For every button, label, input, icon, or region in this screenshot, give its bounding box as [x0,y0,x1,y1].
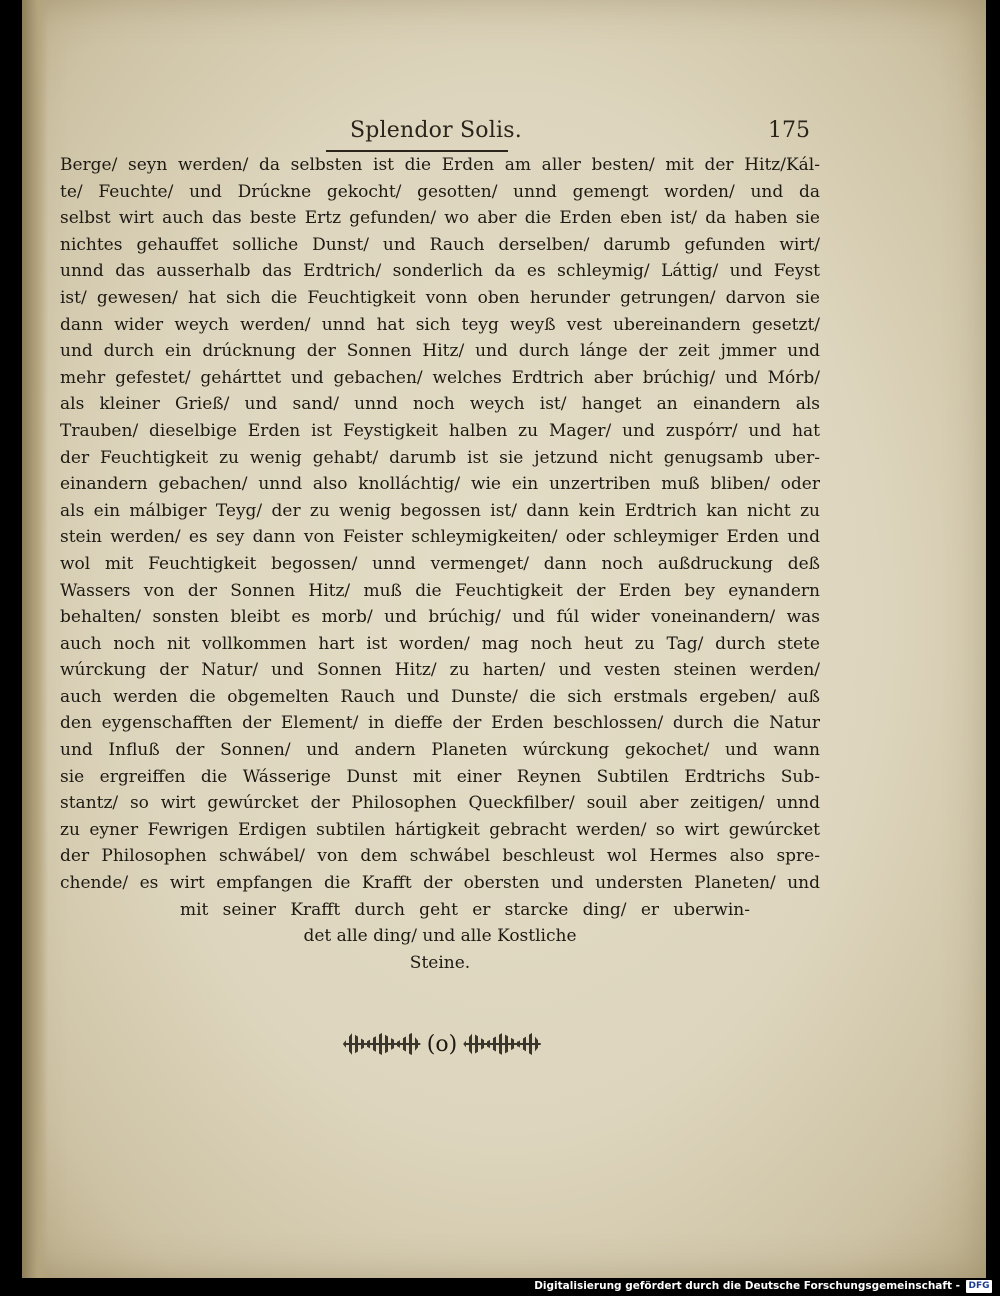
text-line: den eygenschafften der Element/ in dieffe der Erden beschlossen/ durch die Natur [60,713,820,734]
page-binding-edge [22,0,48,1278]
text-line: zu eyner Fewrigen Erdigen subtilen hártigkeit gebracht werden/ so wirt gewúrcket [60,819,820,840]
text-line: stein werden/ es sey dann von Feister schleymigkeiten/ oder schleymiger Erden und [60,527,820,548]
text-line: mit seiner Krafft durch geht er starcke ding/ er uberwin- [180,899,750,920]
text-line: als ein málbiger Teyg/ der zu wenig begossen ist/ dann kein Erdtrich kan nicht zu [60,500,820,521]
page-header [22,112,986,152]
text-line: Steine. [409,952,471,973]
fleuron-right-icon [463,1033,541,1055]
text-line: stantz/ so wirt gewúrcket der Philosophen Queckfilber/ souil aber zeitigen/ unnd [60,793,820,814]
running-head: Splendor Solis. [350,118,522,143]
text-line: sie ergreiffen die Wásserige Dunst mit einer Reynen Subtilen Erdtrichs Sub- [60,766,820,787]
text-line: einandern gebachen/ unnd also knolláchtig/ wie ein unzertriben muß bliben/ oder [60,474,820,495]
fleuron-left-icon [343,1033,421,1055]
scanned-page [22,0,986,1278]
text-line: det alle ding/ und alle Kostliche [303,926,577,947]
dfg-logo: DFG [966,1280,992,1293]
text-line: auch noch nit vollkommen hart ist worden/ mag noch heut zu Tag/ durch stete [60,633,820,654]
text-line: wol mit Feuchtigkeit begossen/ unnd vermenget/ dann noch außdruckung deß [60,553,820,574]
text-line: Berge/ seyn werden/ da selbsten ist die Erden am aller besten/ mit der Hitz/Kál- [60,155,820,175]
text-line: Wassers von der Sonnen Hitz/ muß die Feuchtigkeit der Erden bey eynandern [60,580,820,601]
text-line: mehr gefestet/ gehárttet und gebachen/ welches Erdtrich aber brúchig/ und Mórb/ [60,367,820,388]
text-line: unnd das ausserhalb das Erdtrich/ sonderlich da es schleymig/ Láttig/ und Feyst [60,261,820,282]
text-line: te/ Feuchte/ und Drúckne gekocht/ gesotten/ unnd gemengt worden/ und da [60,181,820,202]
page-number: 175 [768,118,810,143]
text-line: auch werden die obgemelten Rauch und Dunste/ die sich erstmals ergeben/ auß [60,686,820,707]
text-line: selbst wirt auch das beste Ertz gefunden/ wo aber die Erden eben ist/ da haben sie [60,208,820,229]
tailpiece-ornament [322,1026,562,1062]
ornament-center: (o) [426,1031,458,1057]
text-line: und durch ein drúcknung der Sonnen Hitz/ und durch lánge der zeit jmmer und [60,341,820,362]
text-line: ist/ gewesen/ hat sich die Feuchtigkeit vonn oben herunder getrungen/ darvon sie [60,287,820,308]
text-line: der Philosophen schwábel/ von dem schwábel beschleust wol Hermes also spre- [60,846,820,867]
text-line: der Feuchtigkeit zu wenig gehabt/ darumb ist sie jetzund nicht genugsamb uber- [60,447,820,468]
text-line: behalten/ sonsten bleibt es morb/ und brúchig/ und fúl wider voneinandern/ was [60,607,820,628]
text-line: Trauben/ dieselbige Erden ist Feystigkeit halben zu Mager/ und zuspórr/ und hat [60,420,820,441]
text-line: chende/ es wirt empfangen die Krafft der obersten und understen Planeten/ und [60,873,820,894]
footer-bar [0,1278,1000,1296]
text-line: dann wider weych werden/ unnd hat sich teyg weyß vest ubereinandern gesetzt/ [60,314,820,335]
body-text [60,152,820,976]
text-line: nichtes gehauffet solliche Dunst/ und Rauch derselben/ darumb gefunden wirt/ [60,234,820,255]
text-line: wúrckung der Natur/ und Sonnen Hitz/ zu harten/ und vesten steinen werden/ [60,660,820,681]
text-line: als kleiner Grieß/ und sand/ unnd noch weych ist/ hanget an einandern als [60,394,820,415]
funding-credit: Digitalisierung gefördert durch die Deutsche Forschungsgemeinschaft - [534,1280,960,1292]
text-line: und Influß der Sonnen/ und andern Planeten wúrckung gekochet/ und wann [60,740,820,761]
